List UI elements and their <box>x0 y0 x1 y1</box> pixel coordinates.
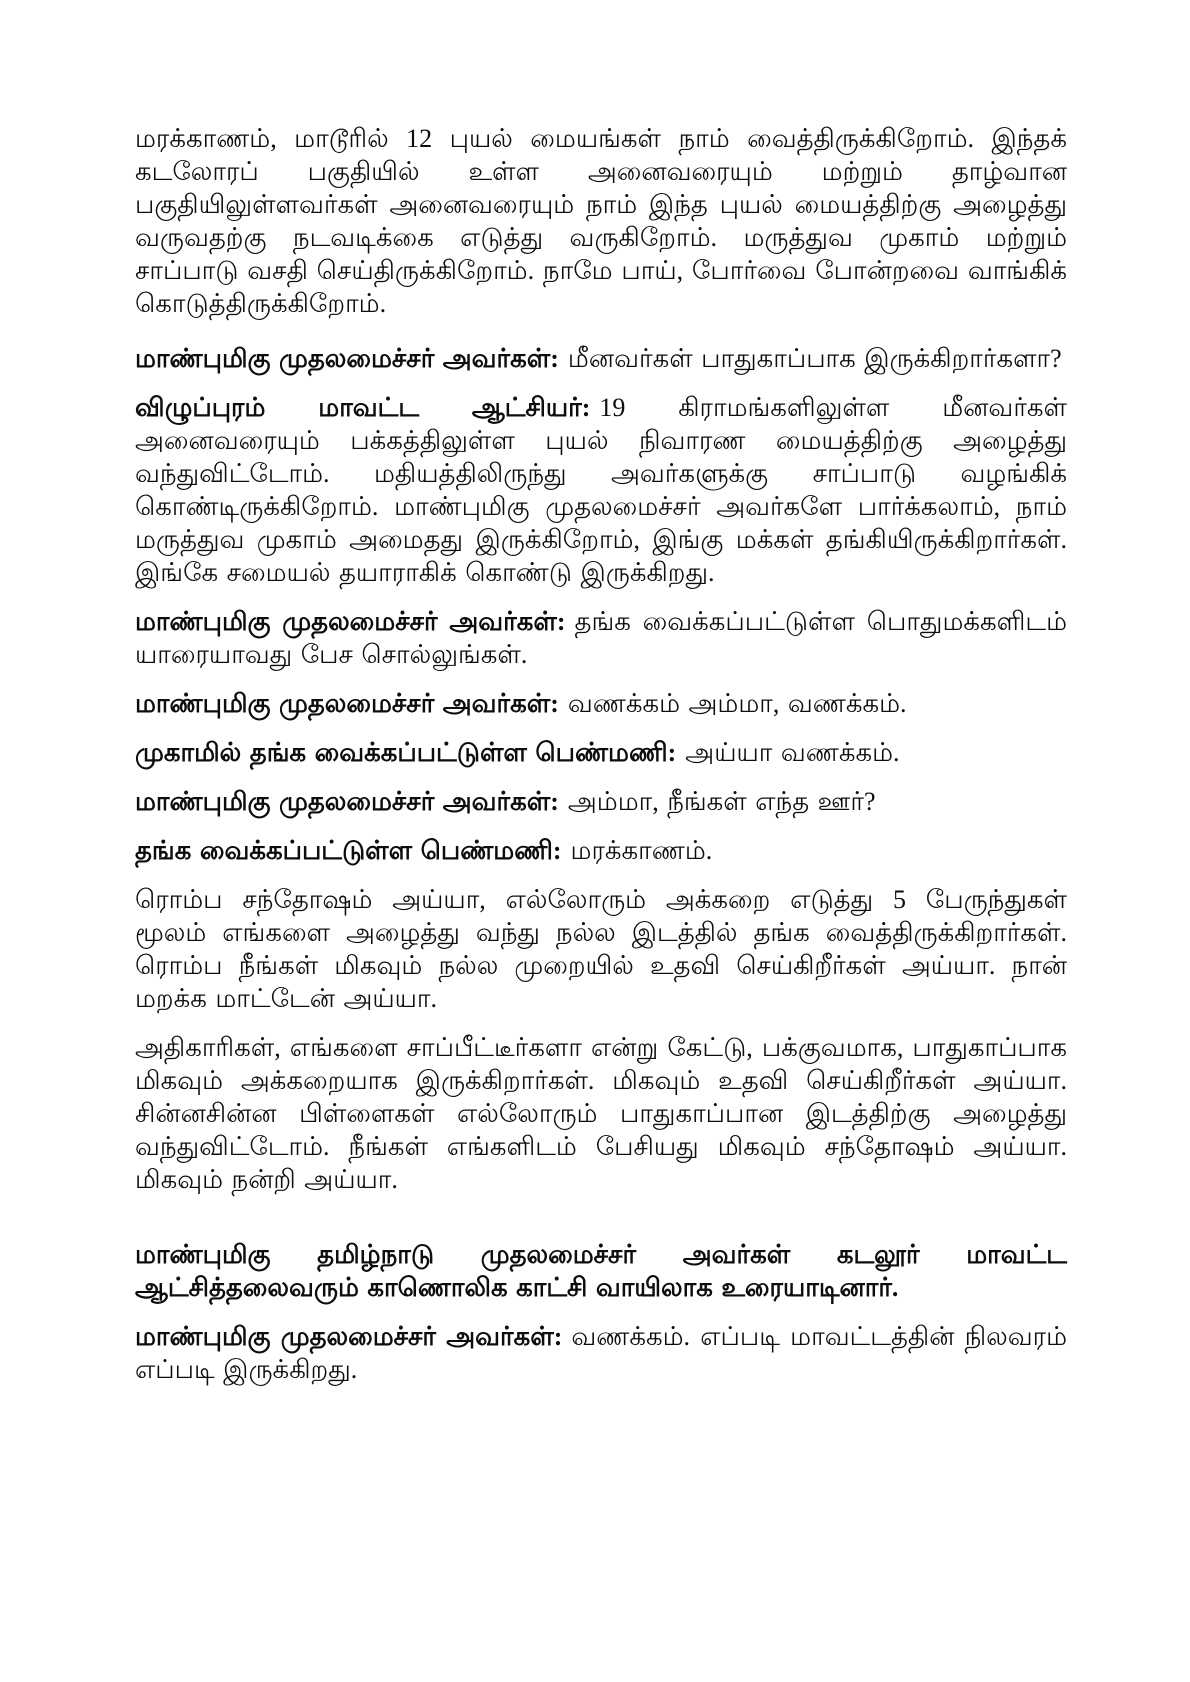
speaker-label: மாண்புமிகு முதலமைச்சர் அவர்கள்: <box>135 607 566 636</box>
body-paragraph-woman-gratitude-1 <box>135 883 1067 1015</box>
dialogue-cm-fishermen-question <box>135 342 1067 375</box>
speaker-label: மாண்புமிகு முதலமைச்சர் அவர்கள்: <box>135 344 559 373</box>
dialogue-cm-which-town <box>135 785 1067 818</box>
paragraph-text: அதிகாரிகள், எங்களை சாப்பீட்டீர்களா என்று கேட்டு, பக்குவமாக, பாதுகாப்பாக மிகவும் அக்கறையாக இருக்கிறார்கள். மிகவும் உதவி செய்கிறீர்கள் அய்யா. சின்னசின்ன பிள்ளைகள் எல்லோரும் பாதுகாப்பான இடத்திற்கு அழைத்து வந்துவிட்டோம். நீங்கள் எங்களிடம் பேசியது மிகவும் சந்தோஷம் அய்யா. மிகவும் நன்றி அய்யா. <box>135 1033 1067 1194</box>
dialogue-cm-greeting <box>135 687 1067 720</box>
speaker-label: தங்க வைக்கப்பட்டுள்ள பெண்மணி: <box>135 836 562 865</box>
paragraph-text: அய்யா வணக்கம். <box>685 738 900 767</box>
dialogue-villupuram-collector-reply <box>135 391 1067 589</box>
heading-cuddalore-video-call <box>135 1238 1067 1304</box>
speaker-label: மாண்புமிகு முதலமைச்சர் அவர்கள்: <box>135 689 559 718</box>
speaker-label: மாண்புமிகு முதலமைச்சர் அவர்கள்: <box>135 1322 563 1351</box>
speaker-label: முகாமில் தங்க வைக்கப்பட்டுள்ள பெண்மணி: <box>135 738 677 767</box>
dialogue-camp-woman-greeting <box>135 736 1067 769</box>
paragraph-text: 19 கிராமங்களிலுள்ள மீனவர்கள் அனைவரையும் பக்கத்திலுள்ள புயல் நிவாரண மையத்திற்கு அழைத்து வந்துவிட்டோம். மதியத்திலிருந்து அவர்களுக்கு சாப்பாடு வழங்கிக் கொண்டிருக்கிறோம். மாண்புமிகு முதலமைச்சர் அவர்களே பார்க்கலாம், நாம் மருத்துவ முகாம் அமைதது இருக்கிறோம், இங்கு மக்கள் தங்கியிருக்கிறார்கள். இங்கே சமையல் தயாராகிக் கொண்டு இருக்கிறது. <box>135 393 1067 587</box>
paragraph-text: மரக்காணம். <box>570 836 713 865</box>
text-column <box>135 122 1067 1402</box>
speaker-label: மாண்புமிகு முதலமைச்சர் அவர்கள்: <box>135 787 559 816</box>
paragraph-text: வணக்கம். எப்படி மாவட்டத்தின் நிலவரம் எப்படி இருக்கிறது. <box>135 1322 1067 1384</box>
dialogue-camp-woman-hometown <box>135 834 1067 867</box>
paragraph-text: வணக்கம் அம்மா, வணக்கம். <box>567 689 907 718</box>
dialogue-cm-district-status <box>135 1320 1067 1386</box>
paragraph-text: மீனவர்கள் பாதுகாப்பாக இருக்கிறார்களா? <box>567 344 1062 373</box>
speaker-label: விழுப்புரம் மாவட்ட ஆட்சியர்: <box>135 393 591 422</box>
body-paragraph-woman-gratitude-2 <box>135 1031 1067 1196</box>
dialogue-cm-ask-public <box>135 605 1067 671</box>
paragraph-text: தங்க வைக்கப்பட்டுள்ள பொதுமக்களிடம் யாரையாவது பேச சொல்லுங்கள். <box>135 607 1067 669</box>
paragraph-text: அம்மா, நீங்கள் எந்த ஊர்? <box>567 787 876 816</box>
heading-text: மாண்புமிகு தமிழ்நாடு முதலமைச்சர் அவர்கள் கடலூர் மாவட்ட ஆட்சித்தலைவரும் காணொலிக காட்சி வாயிலாக உரையாடினார். <box>135 1240 1067 1302</box>
paragraph-text: ரொம்ப சந்தோஷம் அய்யா, எல்லோரும் அக்கறை எடுத்து 5 பேருந்துகள் மூலம் எங்களை அழைத்து வந்து நல்ல இடத்தில் தங்க வைத்திருக்கிறார்கள். ரொம்ப நீங்கள் மிகவும் நல்ல முறையில் உதவி செய்கிறீர்கள் அய்யா. நான் மறக்க மாட்டேன் அய்யா. <box>135 885 1067 1013</box>
paragraph-text: மரக்காணம், மாடூரில் 12 புயல் மையங்கள் நாம் வைத்திருக்கிறோம். இந்தக் கடலோரப் பகுதியில் உள்ள அனைவரையும் மற்றும் தாழ்வான பகுதியிலுள்ளவர்கள் அனைவரையும் நாம் இந்த புயல் மையத்திற்கு அழைத்து வருவதற்கு நடவடிக்கை எடுத்து வருகிறோம். மருத்துவ முகாம் மற்றும் சாப்பாடு வசதி செய்திருக்கிறோம். நாமே பாய், போர்வை போன்றவை வாங்கிக் கொடுத்திருக்கிறோம். <box>135 124 1067 318</box>
body-paragraph-relief-measures <box>135 122 1067 320</box>
